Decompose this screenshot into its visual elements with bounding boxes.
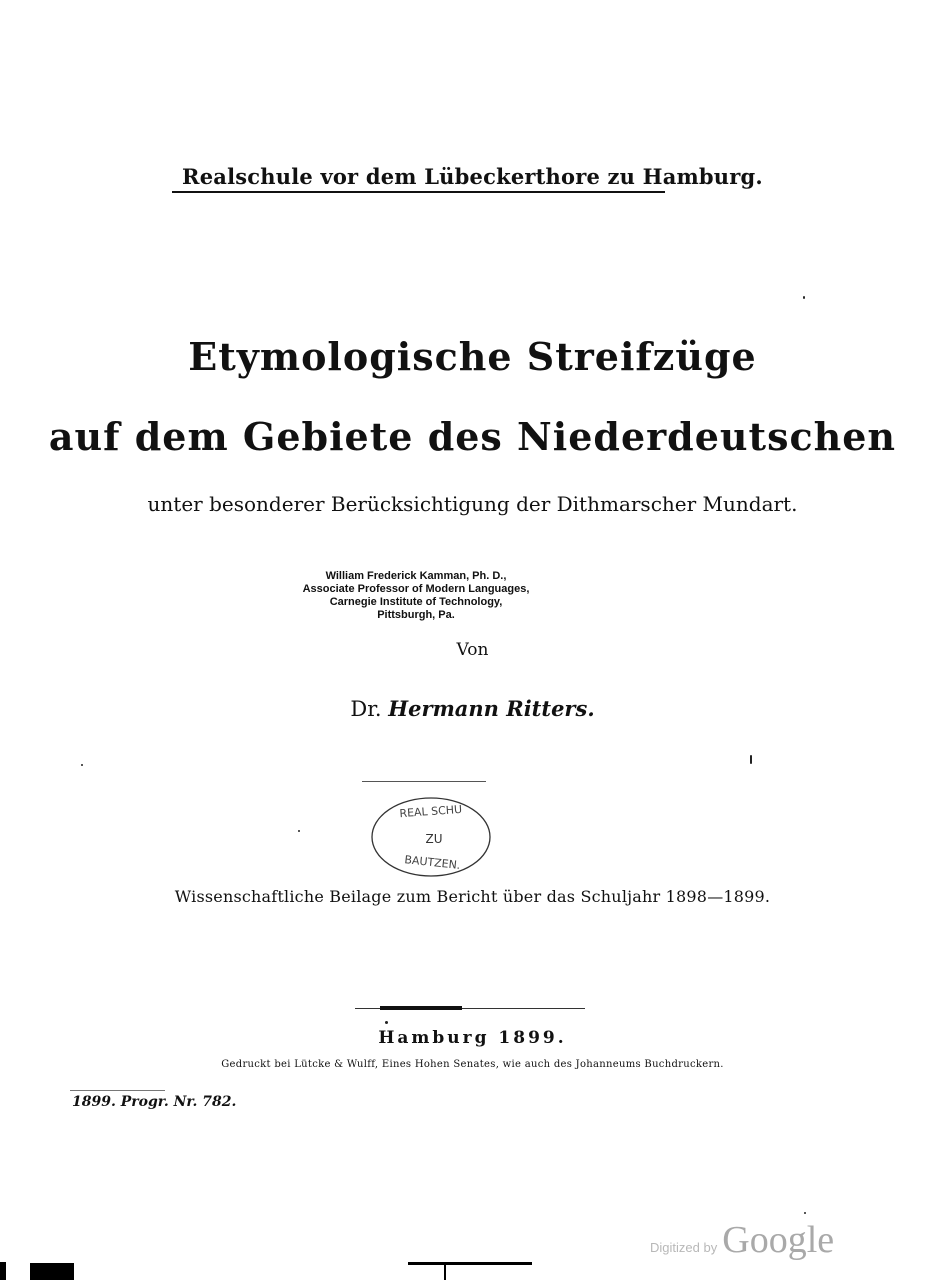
scan-speck <box>804 1212 806 1214</box>
program-rule <box>70 1090 165 1091</box>
title-line-1: Etymologische Streifzüge <box>188 334 757 379</box>
scan-edge-artifact <box>444 1265 446 1280</box>
stamp-rule <box>362 781 486 782</box>
byline-von: Von <box>456 640 489 660</box>
header-underline <box>172 191 665 193</box>
author-name: Hermann Ritters. <box>388 696 595 721</box>
scan-edge-artifact <box>408 1262 532 1265</box>
scan-edge-artifact <box>30 1263 74 1280</box>
program-number: 1899. Progr. Nr. 782. <box>72 1094 237 1110</box>
author-line <box>0 696 945 721</box>
author-title: Dr. <box>350 697 382 721</box>
ownership-stamp-line: Associate Professor of Modern Languages, <box>302 583 530 595</box>
supplement-note: Wissenschaftliche Beilage zum Bericht über das Schuljahr 1898—1899. <box>174 887 771 906</box>
scan-speck <box>385 1021 388 1024</box>
scan-speck <box>750 755 752 764</box>
google-logo: Google <box>722 1219 835 1261</box>
svg-text:REAL SCHU: REAL SCHU <box>399 802 463 821</box>
watermark-prefix: Digitized by <box>650 1240 718 1255</box>
divider-thick <box>380 1006 462 1010</box>
digitized-by-google-watermark <box>650 1218 834 1262</box>
ownership-stamp <box>280 570 552 622</box>
ownership-stamp-line: Carnegie Institute of Technology, <box>329 596 503 608</box>
institution-header: Realschule vor dem Lübeckerthore zu Hamburg. <box>182 164 763 189</box>
subtitle: unter besonderer Berücksichtigung der Dithmarscher Mundart. <box>147 492 798 516</box>
imprint-printer: Gedruckt bei Lütcke & Wulff, Eines Hohen Senates, wie auch des Johanneums Buchdruckern. <box>221 1059 724 1070</box>
title-line-2: auf dem Gebiete des Niederdeutschen <box>48 414 897 459</box>
svg-text:ZU: ZU <box>425 832 443 846</box>
scan-speck <box>803 296 805 299</box>
scan-speck <box>298 830 300 832</box>
svg-text:BAUTZEN.: BAUTZEN. <box>403 853 461 872</box>
scan-edge-artifact <box>0 1262 6 1280</box>
library-stamp <box>366 790 496 885</box>
ownership-stamp-line: Pittsburgh, Pa. <box>377 609 455 621</box>
imprint-place-year: Hamburg 1899. <box>378 1028 567 1048</box>
ownership-stamp-line: William Frederick Kamman, Ph. D., <box>325 570 507 582</box>
scan-speck <box>81 764 83 766</box>
